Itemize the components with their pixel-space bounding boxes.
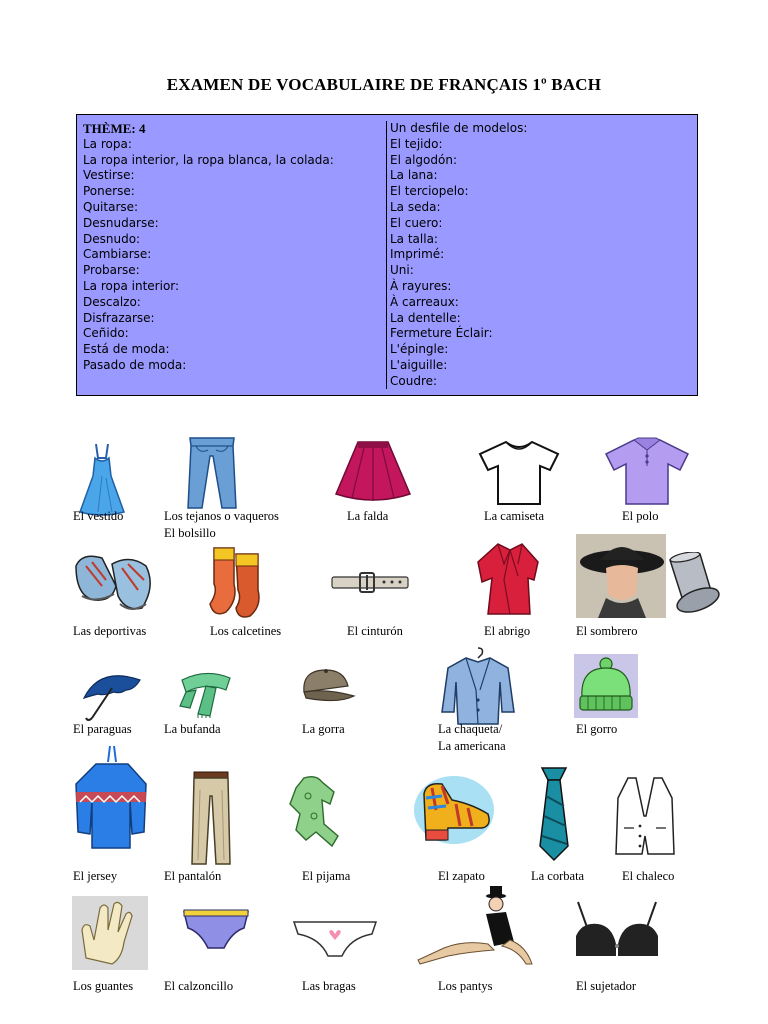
clothing-label: El paraguas: [73, 722, 132, 736]
clothing-label: El gorro: [576, 722, 618, 736]
vocab-term: El terciopelo:: [390, 184, 469, 199]
vocab-term: Vestirse:: [83, 168, 135, 183]
gloves-icon: [72, 896, 148, 970]
clothing-label: La corbata: [531, 869, 585, 883]
panties-icon: [292, 918, 378, 960]
sneakers-icon: [72, 546, 156, 618]
clothing-label: La gorra: [302, 722, 345, 736]
belt-icon: [330, 570, 410, 596]
vocab-term: La ropa:: [83, 136, 132, 151]
pajamas-icon: [286, 774, 348, 848]
vocab-term: Ponerse:: [83, 184, 135, 199]
clothing-label: La chaqueta/: [438, 722, 503, 736]
scarf-icon: [176, 666, 236, 718]
clothing-label: El abrigo: [484, 624, 531, 638]
trousers-icon: [190, 770, 232, 866]
vocab-term: Disfrazarse:: [83, 310, 155, 325]
vocab-term: Coudre:: [390, 373, 438, 388]
vocabulary-left-column: [83, 121, 383, 374]
vocab-term: Pasado de moda:: [83, 357, 187, 372]
vocab-term: Descalzo:: [83, 294, 141, 309]
sweater-icon: [72, 744, 150, 852]
beanie-icon: [574, 654, 638, 718]
clothing-label: La camiseta: [484, 509, 545, 523]
vocab-term: Probarse:: [83, 263, 140, 278]
tshirt-icon: [478, 440, 560, 506]
vocab-term: La talla:: [390, 231, 438, 246]
tie-icon: [534, 766, 574, 862]
page-title: EXAMEN DE VOCABULAIRE DE FRANÇAIS 1º BACH: [166, 75, 602, 94]
clothing-label: El bolsillo: [164, 526, 216, 540]
vocabulary-right-column: [390, 121, 690, 390]
bra-icon: [572, 900, 662, 960]
column-divider: [386, 121, 387, 389]
clothing-label: El jersey: [73, 869, 118, 883]
clothing-label: La falda: [347, 509, 389, 523]
clothing-label: El cinturón: [347, 624, 403, 638]
clothing-label: Los calcetines: [210, 624, 282, 638]
clothing-label: El chaleco: [622, 869, 675, 883]
clothing-label: La bufanda: [164, 722, 221, 736]
vocab-term: Está de moda:: [83, 342, 170, 357]
theme-heading: THÈME: 4: [83, 121, 146, 136]
vocab-term: El tejido:: [390, 136, 443, 151]
vocab-term: La lana:: [390, 168, 438, 183]
clothing-label: El sombrero: [576, 624, 638, 638]
vocab-term: À carreaux:: [390, 294, 459, 309]
vocab-term: L'aiguille:: [390, 357, 448, 372]
vocab-term: L'épingle:: [390, 342, 449, 357]
dress-icon: [78, 442, 126, 518]
vocab-term: El algodón:: [390, 152, 457, 167]
vocab-term: El cuero:: [390, 215, 443, 230]
umbrella-icon: [80, 668, 144, 724]
briefs-icon: [182, 906, 250, 952]
vocab-term: La dentelle:: [390, 310, 461, 325]
vocab-term: Cambiarse:: [83, 247, 152, 262]
jacket-icon: [440, 646, 516, 726]
vest-icon: [614, 776, 676, 858]
clothing-label: Las bragas: [302, 979, 356, 993]
vocab-term: La seda:: [390, 199, 441, 214]
vocab-term: Quitarse:: [83, 199, 139, 214]
skirt-icon: [334, 440, 412, 504]
vocab-term: À rayures:: [390, 278, 452, 293]
clothing-label: El calzoncillo: [164, 979, 234, 993]
clothing-label: Las deportivas: [73, 624, 147, 638]
vocab-term: Un desfile de modelos:: [390, 121, 528, 135]
clothing-label: Los pantys: [438, 979, 493, 993]
clothing-label: El sujetador: [576, 979, 637, 993]
vocab-term: La ropa interior:: [83, 278, 180, 293]
clothing-label: Los tejanos o vaqueros: [164, 509, 279, 523]
clothing-label: El pijama: [302, 869, 351, 883]
socks-icon: [204, 544, 270, 618]
vocab-term: La ropa interior, la ropa blanca, la colada:: [83, 152, 334, 167]
clothing-label: El zapato: [438, 869, 485, 883]
vocab-term: Ceñido:: [83, 326, 129, 341]
top-hat-icon: [660, 552, 722, 616]
vocab-term: Fermeture Éclair:: [390, 326, 493, 341]
vocab-term: Desnudarse:: [83, 215, 159, 230]
vocab-term: Uni:: [390, 263, 414, 278]
jeans-icon: [186, 436, 238, 510]
clothing-label: El pantalón: [164, 869, 222, 883]
tights-icon: [414, 884, 536, 968]
clothing-label: El vestido: [73, 509, 124, 523]
shoe-icon: [412, 774, 496, 846]
clothing-label: El polo: [622, 509, 659, 523]
hat-icon: [576, 534, 666, 618]
vocabulary-box: [76, 114, 698, 396]
vocab-term: Imprimé:: [390, 247, 445, 262]
cap-icon: [298, 666, 356, 706]
clothing-label: La americana: [438, 739, 506, 753]
vocab-term: Desnudo:: [83, 231, 141, 246]
coat-icon: [474, 540, 544, 616]
clothing-label: Los guantes: [73, 979, 134, 993]
polo-shirt-icon: [604, 436, 690, 506]
